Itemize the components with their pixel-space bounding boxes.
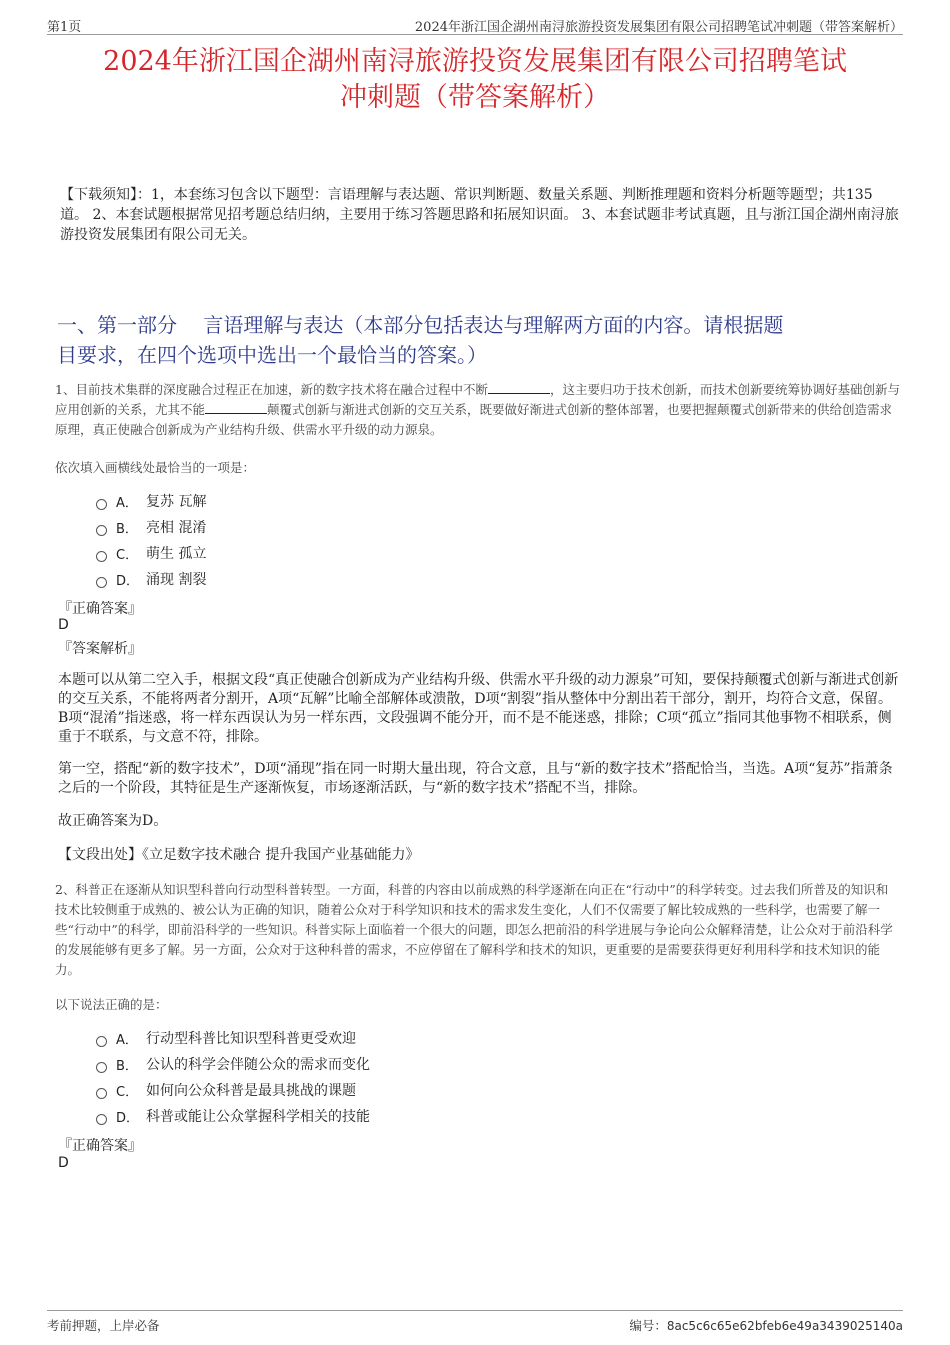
correct-answer-label: 『正确答案』	[58, 601, 142, 617]
section-heading-line-2: 目要求，在四个选项中选出一个最恰当的答案。）	[57, 343, 487, 367]
title-line-2: 冲刺题（带答案解析）	[340, 82, 610, 113]
option-c[interactable]: C． 如何向公众科普是最具挑战的课题	[96, 1077, 370, 1103]
document-code-value: 8ac5c6c65e62bfeb6e49a3439025140a	[666, 1319, 903, 1333]
question-2-options	[96, 1025, 370, 1129]
option-d[interactable]: D． 科普或能让公众掌握科学相关的技能	[96, 1103, 370, 1129]
analysis-paragraph-2: 第一空，搭配“新的数字技术”，D项“涌现”指在同一时期大量出现，符合文意，且与“新的数字技术”搭配恰当，当选。A项“复苏”指萧条之后的一个阶段，其特征是生产逐渐恢复，市场逐渐活跃，与“新的数字技术”搭配不当，排除。	[58, 761, 893, 796]
question-1-part-c: 颠覆式创新与渐进式创新的交互关系，既要做好渐进式创新的整体部署，也要把握颠覆式创新带来的供给创造需求原理，真正使融合创新成为产业结构升级、供需水平升级的动力源泉。	[55, 402, 893, 437]
footer-slogan: 考前押题，上岸必备	[47, 1318, 160, 1333]
page-footer	[47, 1310, 903, 1333]
analysis-paragraph-1: 本题可以从第二空入手，根据文段“真正使融合创新成为产业结构升级、供需水平升级的动力源泉”可知，要保持颠覆式创新与渐进式创新的交互关系，不能将两者分割开，A项“瓦解”比喻全部解体或溃散，D项“割裂”指从整体中分割出若干部分，割开，均符合文意，保留。B项“混淆”指迷惑，将一样东西误认为另一样东西，文段强调不能分开，而不是不能迷惑，排除；C项“孤立”指同其他事物不相联系，侧重于不联系，与文意不符，排除。	[58, 672, 899, 745]
question-2-prompt: 以下说法正确的是：	[55, 997, 168, 1012]
page-number: 第1页	[47, 20, 82, 35]
question-1-part-b: ，这主要归功于技术创新，而技术创新要统筹协调好基础创新与应用创新的关系，尤其不能	[55, 382, 900, 417]
document-code-label: 编号：	[629, 1318, 667, 1333]
radio-icon[interactable]	[96, 1062, 107, 1073]
radio-icon[interactable]	[96, 499, 107, 510]
page-header	[47, 14, 903, 35]
correct-answer-label: 『正确答案』	[58, 1138, 142, 1154]
fill-blank-1	[488, 381, 550, 394]
section-heading-line-1: 一、第一部分 言语理解与表达（本部分包括表达与理解两方面的内容。请根据题	[57, 313, 784, 337]
radio-icon[interactable]	[96, 525, 107, 536]
radio-icon[interactable]	[96, 1114, 107, 1125]
question-1-options	[96, 488, 206, 592]
section-heading	[57, 310, 900, 370]
option-d[interactable]: D． 涌现 割裂	[96, 566, 206, 592]
radio-icon[interactable]	[96, 1036, 107, 1047]
option-c[interactable]: C． 萌生 孤立	[96, 540, 206, 566]
title-line-1: 2024年浙江国企湖州南浔旅游投资发展集团有限公司招聘笔试	[103, 46, 847, 77]
option-b[interactable]: B． 公认的科学会伴随公众的需求而变化	[96, 1051, 370, 1077]
document-code	[629, 1316, 903, 1334]
option-a[interactable]: A． 行动型科普比知识型科普更受欢迎	[96, 1025, 370, 1051]
correct-answer: D	[58, 1155, 69, 1171]
question-1-prompt: 依次填入画横线处最恰当的一项是：	[55, 460, 256, 475]
fill-blank-2	[205, 401, 267, 414]
download-notice: 【下载须知】：1，本套练习包含以下题型：言语理解与表达题、常识判断题、数量关系题、判断推理题和资料分析题等题型；共135道。 2、本套试题根据常见招考题总结归纳，主要用于练习答题思路和拓展知识面。 3、本套试题非考试真题，且与浙江国企湖州南浔旅游投资发展集团有限公司无关。	[60, 187, 899, 243]
radio-icon[interactable]	[96, 551, 107, 562]
document-title	[47, 44, 903, 116]
question-1-text	[55, 380, 900, 440]
correct-answer: D	[58, 617, 69, 633]
passage-source: 【文段出处】《立足数字技术融合 提升我国产业基础能力》	[58, 847, 420, 863]
question-1-part-a: 1、目前技术集群的深度融合过程正在加速，新的数字技术将在融合过程中不断	[55, 382, 488, 397]
question-2-text: 2、科普正在逐渐从知识型科普向行动型科普转型。一方面，科普的内容由以前成熟的科学逐渐在向正在“行动中”的科学转变。过去我们所普及的知识和技术比较侧重于成熟的、被公认为正确的知识，随着公众对于科学知识和技术的需求发生变化，人们不仅需要了解比较成熟的一些科学，也需要了解一些“行动中”的科学，即前沿科学的一些知识。科普实际上面临着一个很大的问题，即怎么把前沿的科学进展与争论向公众解释清楚，让公众对于前沿科学的发展能够有更多了解。另一方面，公众对于这种科普的需求，不应停留在了解科学和技术的知识，更重要的是需要获得更好利用科学和技术知识的能力。	[55, 882, 893, 977]
analysis-conclusion: 故正确答案为D。	[58, 813, 168, 829]
header-doc-title: 2024年浙江国企湖州南浔旅游投资发展集团有限公司招聘笔试冲刺题（带答案解析）	[414, 20, 903, 35]
analysis-label: 『答案解析』	[58, 641, 142, 657]
radio-icon[interactable]	[96, 577, 107, 588]
option-b[interactable]: B． 亮相 混淆	[96, 514, 206, 540]
option-a[interactable]: A． 复苏 瓦解	[96, 488, 206, 514]
radio-icon[interactable]	[96, 1088, 107, 1099]
